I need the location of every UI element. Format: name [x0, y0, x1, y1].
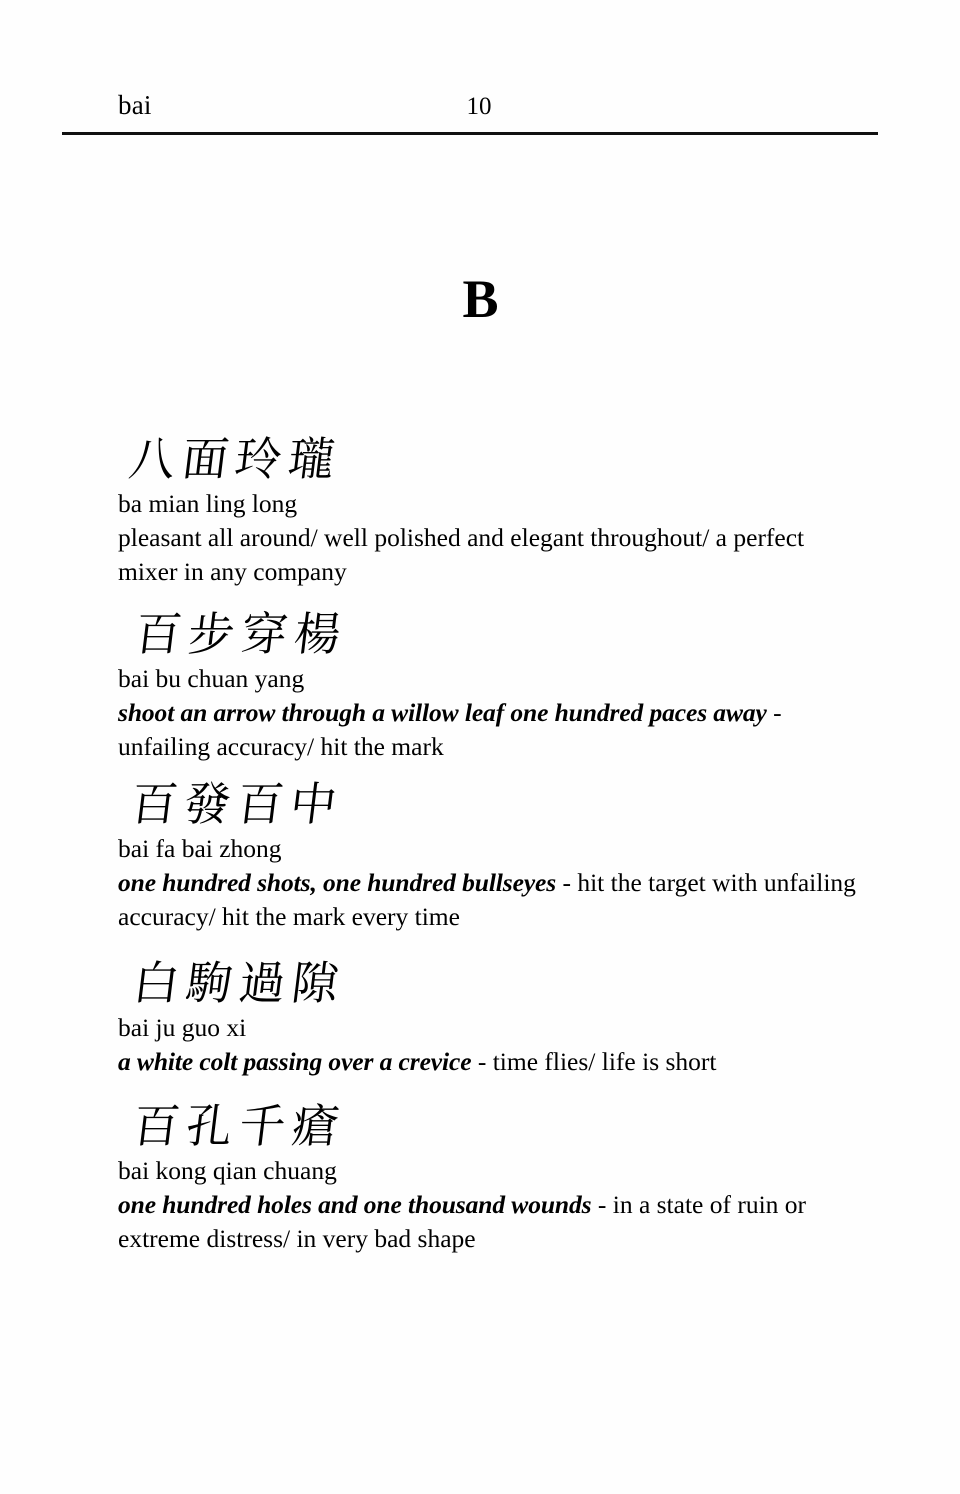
- running-head-word: bai: [118, 90, 152, 120]
- entry-gloss: in a state of ruin or extreme distress/ in very bad shape: [118, 1190, 807, 1254]
- entry-hanzi: 百步穿楊: [132, 606, 351, 661]
- entry-gloss: pleasant all around/ well polished and elegant throughout/ a perfect mixer in any company: [118, 523, 805, 587]
- entry-definition: [118, 1045, 860, 1079]
- entry-separator: -: [591, 1190, 613, 1220]
- entry-definition: [118, 1188, 860, 1256]
- running-header: [62, 92, 878, 136]
- entry-definition: [118, 866, 860, 934]
- entry-gloss: unfailing accuracy/ hit the mark: [118, 732, 444, 762]
- entry-literal-translation: shoot an arrow through a willow leaf one hundred paces away: [118, 698, 767, 728]
- section-letter-heading: B: [462, 269, 500, 329]
- entry-literal-translation: a white colt passing over a crevice: [118, 1047, 472, 1077]
- entry-literal-translation: one hundred holes and one thousand wounds: [118, 1190, 592, 1220]
- entry-pinyin: bai ju guo xi: [118, 1013, 247, 1043]
- dictionary-entry: [118, 956, 860, 1079]
- entry-definition: [118, 696, 860, 764]
- entry-pinyin: bai fa bai zhong: [118, 834, 282, 864]
- entry-separator: -: [556, 868, 578, 898]
- entry-gloss: hit the target with unfailing accuracy/ hit the mark every time: [118, 868, 856, 932]
- entry-pinyin: ba mian ling long: [118, 489, 298, 519]
- dictionary-entry: [118, 777, 860, 934]
- entry-separator: -: [766, 698, 782, 728]
- dictionary-entry: [118, 432, 860, 589]
- entry-hanzi: 百發百中: [128, 776, 347, 831]
- entry-pinyin: bai kong qian chuang: [118, 1156, 337, 1186]
- entry-hanzi: 白駒過隙: [130, 955, 349, 1010]
- dictionary-entry: [118, 607, 860, 764]
- entry-definition: [118, 521, 860, 589]
- entry-hanzi: 百孔千瘡: [130, 1099, 349, 1154]
- entry-list: [118, 432, 860, 1256]
- entry-separator: -: [471, 1047, 493, 1077]
- page-number: 10: [466, 93, 492, 120]
- dictionary-entry: [118, 1099, 860, 1256]
- entry-hanzi: 八面玲瓏: [126, 432, 345, 486]
- entry-gloss: time flies/ life is short: [492, 1047, 717, 1077]
- entry-pinyin: bai bu chuan yang: [118, 664, 305, 694]
- header-rule: [62, 132, 878, 135]
- entry-literal-translation: one hundred shots, one hundred bullseyes: [118, 868, 557, 898]
